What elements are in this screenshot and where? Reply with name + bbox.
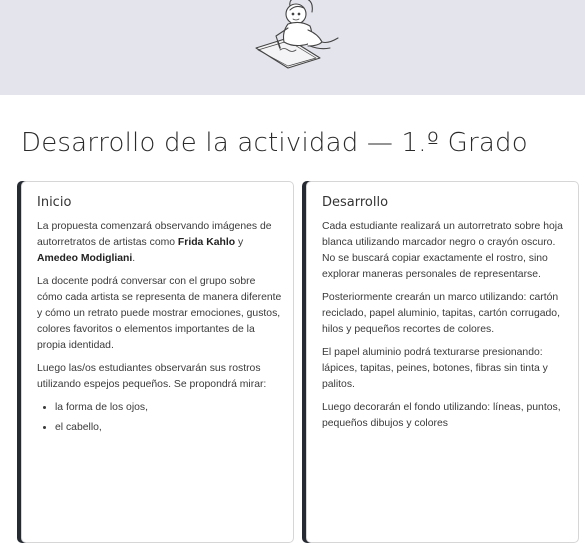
card-paragraph: Luego decorarán el fondo utilizando: líneas, puntos, pequeños dibujos y colores (322, 402, 561, 429)
child-drawing-illustration (250, 0, 350, 70)
card-paragraph: El papel aluminio podrá texturarse presionando: lápices, tapitas, peines, botones, fibras sin tinta y palitos. (322, 347, 548, 390)
artist-name: Amedeo Modigliani (37, 253, 133, 264)
artist-name: Frida Kahlo (177, 237, 236, 248)
card-paragraph: Posteriormente crearán un marco utilizando: cartón reciclado, papel aluminio, tapitas, cartón corrugado, hilos y pequeños recortes de colores. (322, 292, 560, 335)
card-desarrollo (306, 181, 579, 543)
card-title: Inicio (37, 195, 72, 210)
card-paragraph: Luego las/os estudiantes observarán sus rostros utilizando espejos pequeños. Se propondrá mirar: (37, 363, 267, 390)
observation-list (37, 400, 283, 436)
header-banner (0, 0, 585, 95)
page-title: Desarrollo de la actividad — 1.º Grado (21, 128, 528, 158)
card-title: Desarrollo (322, 195, 389, 210)
list-item: • el cabello, (55, 420, 283, 436)
card-paragraph: La propuesta comenzará observando imágenes de autorretratos de artistas como Frida Kahlo y Amedeo Modigliani. (37, 221, 272, 264)
list-item: • la forma de los ojos, (55, 400, 283, 416)
card-paragraph: La docente podrá conversar con el grupo sobre cómo cada artista se representa de manera diferente y cómo un retrato puede mostrar emociones, gustos, colores favoritos o elementos importantes de la propia identidad. (37, 276, 282, 351)
card-inicio (21, 181, 294, 543)
card-paragraph: Cada estudiante realizará un autorretrato sobre hoja blanca utilizando marcador negro o crayón oscuro. No se buscará copiar exactamente el rostro, sino explorar maneras personales de representarse. (322, 221, 563, 280)
